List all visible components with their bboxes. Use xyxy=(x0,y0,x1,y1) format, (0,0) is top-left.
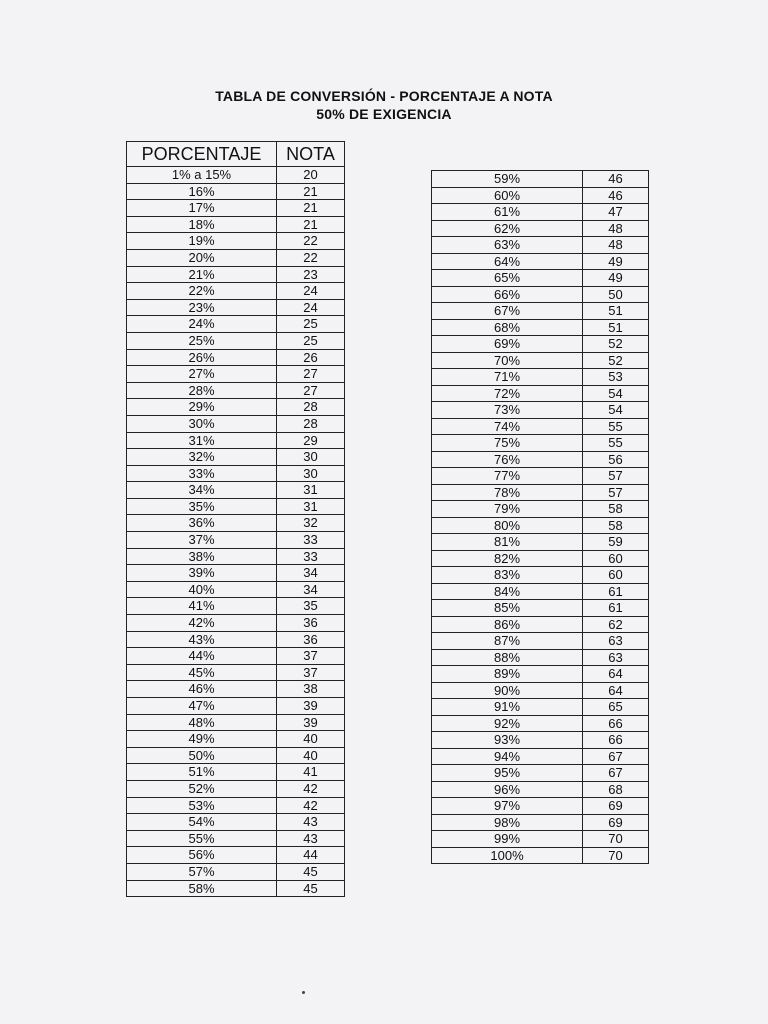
grade-cell: 58 xyxy=(583,517,649,534)
table-row xyxy=(432,550,649,567)
percentage-cell: 63% xyxy=(432,237,583,254)
percentage-cell: 74% xyxy=(432,418,583,435)
table-row xyxy=(432,781,649,798)
table-row xyxy=(432,369,649,386)
percentage-cell: 72% xyxy=(432,385,583,402)
grade-cell: 47 xyxy=(583,204,649,221)
table-row xyxy=(127,515,345,532)
percentage-cell: 64% xyxy=(432,253,583,270)
grade-cell: 54 xyxy=(583,385,649,402)
grade-cell: 41 xyxy=(277,764,345,781)
table-row xyxy=(127,648,345,665)
percentage-cell: 23% xyxy=(127,299,277,316)
percentage-cell: 85% xyxy=(432,600,583,617)
table-row xyxy=(432,765,649,782)
grade-cell: 25 xyxy=(277,316,345,333)
grade-cell: 26 xyxy=(277,349,345,366)
table-row xyxy=(127,764,345,781)
table-row xyxy=(432,732,649,749)
table-row xyxy=(432,286,649,303)
percentage-cell: 42% xyxy=(127,615,277,632)
percentage-cell: 34% xyxy=(127,482,277,499)
percentage-cell: 86% xyxy=(432,616,583,633)
header-porcentaje: PORCENTAJE xyxy=(127,142,277,167)
grade-cell: 27 xyxy=(277,382,345,399)
percentage-cell: 87% xyxy=(432,633,583,650)
percentage-cell: 43% xyxy=(127,631,277,648)
grade-cell: 62 xyxy=(583,616,649,633)
grade-cell: 37 xyxy=(277,648,345,665)
percentage-cell: 57% xyxy=(127,863,277,880)
percentage-cell: 59% xyxy=(432,171,583,188)
percentage-cell: 88% xyxy=(432,649,583,666)
table-row xyxy=(127,200,345,217)
table-row xyxy=(432,715,649,732)
grade-cell: 60 xyxy=(583,550,649,567)
grade-cell: 45 xyxy=(277,880,345,897)
percentage-cell: 55% xyxy=(127,830,277,847)
percentage-cell: 39% xyxy=(127,565,277,582)
grade-cell: 27 xyxy=(277,366,345,383)
conversion-table-left xyxy=(126,141,345,897)
table-row xyxy=(432,699,649,716)
percentage-cell: 61% xyxy=(432,204,583,221)
percentage-cell: 73% xyxy=(432,402,583,419)
percentage-cell: 48% xyxy=(127,714,277,731)
grade-cell: 21 xyxy=(277,183,345,200)
grade-cell: 66 xyxy=(583,715,649,732)
grade-cell: 57 xyxy=(583,468,649,485)
grade-cell: 48 xyxy=(583,237,649,254)
table-row xyxy=(432,319,649,336)
grade-cell: 50 xyxy=(583,286,649,303)
table-row xyxy=(127,349,345,366)
document-title: TABLA DE CONVERSIÓN - PORCENTAJE A NOTA xyxy=(215,88,553,104)
percentage-cell: 81% xyxy=(432,534,583,551)
table-row xyxy=(432,352,649,369)
percentage-cell: 35% xyxy=(127,498,277,515)
percentage-cell: 92% xyxy=(432,715,583,732)
grade-cell: 38 xyxy=(277,681,345,698)
table-row xyxy=(127,747,345,764)
percentage-cell: 77% xyxy=(432,468,583,485)
percentage-cell: 80% xyxy=(432,517,583,534)
grade-cell: 43 xyxy=(277,814,345,831)
table-row xyxy=(127,615,345,632)
table-row xyxy=(432,385,649,402)
table-row xyxy=(127,830,345,847)
table-row xyxy=(432,567,649,584)
percentage-cell: 94% xyxy=(432,748,583,765)
table-row xyxy=(127,664,345,681)
grade-cell: 67 xyxy=(583,765,649,782)
grade-cell: 29 xyxy=(277,432,345,449)
percentage-cell: 65% xyxy=(432,270,583,287)
percentage-cell: 54% xyxy=(127,814,277,831)
percentage-cell: 62% xyxy=(432,220,583,237)
table-row xyxy=(432,336,649,353)
grade-cell: 34 xyxy=(277,581,345,598)
table-row xyxy=(432,484,649,501)
grade-cell: 23 xyxy=(277,266,345,283)
grade-cell: 45 xyxy=(277,863,345,880)
grade-cell: 40 xyxy=(277,731,345,748)
percentage-cell: 53% xyxy=(127,797,277,814)
table-row xyxy=(127,681,345,698)
page-speck xyxy=(302,991,305,994)
percentage-cell: 46% xyxy=(127,681,277,698)
table-row xyxy=(127,283,345,300)
grade-cell: 57 xyxy=(583,484,649,501)
percentage-cell: 60% xyxy=(432,187,583,204)
table-row xyxy=(432,402,649,419)
grade-cell: 59 xyxy=(583,534,649,551)
percentage-cell: 44% xyxy=(127,648,277,665)
percentage-cell: 29% xyxy=(127,399,277,416)
percentage-cell: 78% xyxy=(432,484,583,501)
percentage-cell: 31% xyxy=(127,432,277,449)
percentage-cell: 71% xyxy=(432,369,583,386)
grade-cell: 25 xyxy=(277,332,345,349)
table-row xyxy=(432,831,649,848)
grade-cell: 70 xyxy=(583,831,649,848)
grade-cell: 53 xyxy=(583,369,649,386)
percentage-cell: 68% xyxy=(432,319,583,336)
percentage-cell: 28% xyxy=(127,382,277,399)
grade-cell: 61 xyxy=(583,583,649,600)
percentage-cell: 90% xyxy=(432,682,583,699)
grade-cell: 63 xyxy=(583,633,649,650)
table-row xyxy=(432,666,649,683)
table-row xyxy=(127,698,345,715)
grade-cell: 48 xyxy=(583,220,649,237)
percentage-cell: 45% xyxy=(127,664,277,681)
table-row xyxy=(127,714,345,731)
percentage-cell: 83% xyxy=(432,567,583,584)
table-row xyxy=(432,798,649,815)
percentage-cell: 76% xyxy=(432,451,583,468)
percentage-cell: 100% xyxy=(432,847,583,864)
grade-cell: 37 xyxy=(277,664,345,681)
table-row xyxy=(127,482,345,499)
grade-cell: 64 xyxy=(583,666,649,683)
percentage-cell: 91% xyxy=(432,699,583,716)
table-row xyxy=(432,600,649,617)
header-nota: NOTA xyxy=(277,142,345,167)
grade-cell: 55 xyxy=(583,418,649,435)
percentage-cell: 24% xyxy=(127,316,277,333)
table-row xyxy=(127,332,345,349)
percentage-cell: 70% xyxy=(432,352,583,369)
grade-cell: 42 xyxy=(277,780,345,797)
grade-cell: 49 xyxy=(583,270,649,287)
percentage-cell: 50% xyxy=(127,747,277,764)
table-row xyxy=(432,204,649,221)
table-row xyxy=(432,451,649,468)
percentage-cell: 82% xyxy=(432,550,583,567)
table-row xyxy=(432,253,649,270)
table-row xyxy=(432,583,649,600)
table-row xyxy=(127,780,345,797)
table-row xyxy=(432,270,649,287)
grade-cell: 21 xyxy=(277,200,345,217)
grade-cell: 69 xyxy=(583,814,649,831)
percentage-cell: 21% xyxy=(127,266,277,283)
table-row xyxy=(127,382,345,399)
percentage-cell: 33% xyxy=(127,465,277,482)
table-row xyxy=(127,183,345,200)
grade-cell: 34 xyxy=(277,565,345,582)
percentage-cell: 30% xyxy=(127,415,277,432)
grade-cell: 69 xyxy=(583,798,649,815)
table-row xyxy=(432,435,649,452)
percentage-cell: 56% xyxy=(127,847,277,864)
percentage-cell: 89% xyxy=(432,666,583,683)
table-row xyxy=(432,303,649,320)
grade-cell: 28 xyxy=(277,399,345,416)
grade-cell: 32 xyxy=(277,515,345,532)
table-row xyxy=(432,418,649,435)
table-row xyxy=(432,847,649,864)
grade-cell: 60 xyxy=(583,567,649,584)
percentage-cell: 98% xyxy=(432,814,583,831)
percentage-cell: 19% xyxy=(127,233,277,250)
table-row xyxy=(127,399,345,416)
table-row xyxy=(127,415,345,432)
grade-cell: 24 xyxy=(277,299,345,316)
conversion-table-right xyxy=(431,170,649,864)
percentage-cell: 40% xyxy=(127,581,277,598)
percentage-cell: 93% xyxy=(432,732,583,749)
table-row xyxy=(432,187,649,204)
grade-cell: 58 xyxy=(583,501,649,518)
percentage-cell: 52% xyxy=(127,780,277,797)
percentage-cell: 84% xyxy=(432,583,583,600)
table-row xyxy=(127,581,345,598)
table-row xyxy=(432,171,649,188)
percentage-cell: 41% xyxy=(127,598,277,615)
grade-cell: 66 xyxy=(583,732,649,749)
grade-cell: 31 xyxy=(277,482,345,499)
percentage-cell: 96% xyxy=(432,781,583,798)
table-row xyxy=(432,682,649,699)
grade-cell: 51 xyxy=(583,319,649,336)
grade-cell: 39 xyxy=(277,714,345,731)
table-row xyxy=(127,847,345,864)
grade-cell: 28 xyxy=(277,415,345,432)
percentage-cell: 1% a 15% xyxy=(127,167,277,184)
grade-cell: 20 xyxy=(277,167,345,184)
grade-cell: 40 xyxy=(277,747,345,764)
percentage-cell: 32% xyxy=(127,449,277,466)
percentage-cell: 58% xyxy=(127,880,277,897)
percentage-cell: 20% xyxy=(127,249,277,266)
table-header-row xyxy=(127,142,345,167)
grade-cell: 24 xyxy=(277,283,345,300)
percentage-cell: 36% xyxy=(127,515,277,532)
percentage-cell: 95% xyxy=(432,765,583,782)
table-row xyxy=(432,517,649,534)
percentage-cell: 26% xyxy=(127,349,277,366)
percentage-cell: 25% xyxy=(127,332,277,349)
grade-cell: 21 xyxy=(277,216,345,233)
grade-cell: 39 xyxy=(277,698,345,715)
table-row xyxy=(127,797,345,814)
table-row xyxy=(432,501,649,518)
grade-cell: 67 xyxy=(583,748,649,765)
grade-cell: 49 xyxy=(583,253,649,270)
grade-cell: 63 xyxy=(583,649,649,666)
table-row xyxy=(127,167,345,184)
table-row xyxy=(432,220,649,237)
percentage-cell: 22% xyxy=(127,283,277,300)
grade-cell: 36 xyxy=(277,631,345,648)
table-row xyxy=(127,532,345,549)
percentage-cell: 51% xyxy=(127,764,277,781)
table-row xyxy=(127,266,345,283)
grade-cell: 61 xyxy=(583,600,649,617)
grade-cell: 33 xyxy=(277,548,345,565)
grade-cell: 51 xyxy=(583,303,649,320)
table-row xyxy=(127,432,345,449)
percentage-cell: 16% xyxy=(127,183,277,200)
table-row xyxy=(127,216,345,233)
grade-cell: 52 xyxy=(583,352,649,369)
table-row xyxy=(432,633,649,650)
grade-cell: 52 xyxy=(583,336,649,353)
percentage-cell: 97% xyxy=(432,798,583,815)
grade-cell: 31 xyxy=(277,498,345,515)
table-row xyxy=(127,548,345,565)
table-row xyxy=(432,468,649,485)
grade-cell: 68 xyxy=(583,781,649,798)
table-row xyxy=(127,299,345,316)
table-row xyxy=(127,565,345,582)
grade-cell: 54 xyxy=(583,402,649,419)
table-row xyxy=(432,237,649,254)
table-row xyxy=(127,863,345,880)
table-row xyxy=(432,534,649,551)
table-row xyxy=(127,498,345,515)
grade-cell: 56 xyxy=(583,451,649,468)
percentage-cell: 75% xyxy=(432,435,583,452)
table-row xyxy=(127,880,345,897)
percentage-cell: 27% xyxy=(127,366,277,383)
table-row xyxy=(127,631,345,648)
percentage-cell: 17% xyxy=(127,200,277,217)
grade-cell: 30 xyxy=(277,465,345,482)
grade-cell: 36 xyxy=(277,615,345,632)
table-row xyxy=(127,233,345,250)
grade-cell: 70 xyxy=(583,847,649,864)
table-row xyxy=(127,316,345,333)
grade-cell: 30 xyxy=(277,449,345,466)
percentage-cell: 38% xyxy=(127,548,277,565)
percentage-cell: 67% xyxy=(432,303,583,320)
percentage-cell: 99% xyxy=(432,831,583,848)
percentage-cell: 37% xyxy=(127,532,277,549)
table-row xyxy=(127,731,345,748)
grade-cell: 44 xyxy=(277,847,345,864)
table-row xyxy=(127,249,345,266)
table-row xyxy=(432,814,649,831)
table-row xyxy=(127,449,345,466)
percentage-cell: 69% xyxy=(432,336,583,353)
grade-cell: 55 xyxy=(583,435,649,452)
grade-cell: 22 xyxy=(277,249,345,266)
table-row xyxy=(127,814,345,831)
grade-cell: 42 xyxy=(277,797,345,814)
grade-cell: 64 xyxy=(583,682,649,699)
table-row xyxy=(432,616,649,633)
percentage-cell: 66% xyxy=(432,286,583,303)
grade-cell: 43 xyxy=(277,830,345,847)
grade-cell: 33 xyxy=(277,532,345,549)
table-row xyxy=(127,366,345,383)
grade-cell: 65 xyxy=(583,699,649,716)
grade-cell: 35 xyxy=(277,598,345,615)
grade-cell: 22 xyxy=(277,233,345,250)
grade-cell: 46 xyxy=(583,171,649,188)
table-row xyxy=(432,748,649,765)
table-row xyxy=(432,649,649,666)
document-subtitle: 50% DE EXIGENCIA xyxy=(316,106,452,122)
percentage-cell: 18% xyxy=(127,216,277,233)
table-row xyxy=(127,465,345,482)
table-row xyxy=(127,598,345,615)
percentage-cell: 47% xyxy=(127,698,277,715)
grade-cell: 46 xyxy=(583,187,649,204)
percentage-cell: 79% xyxy=(432,501,583,518)
percentage-cell: 49% xyxy=(127,731,277,748)
